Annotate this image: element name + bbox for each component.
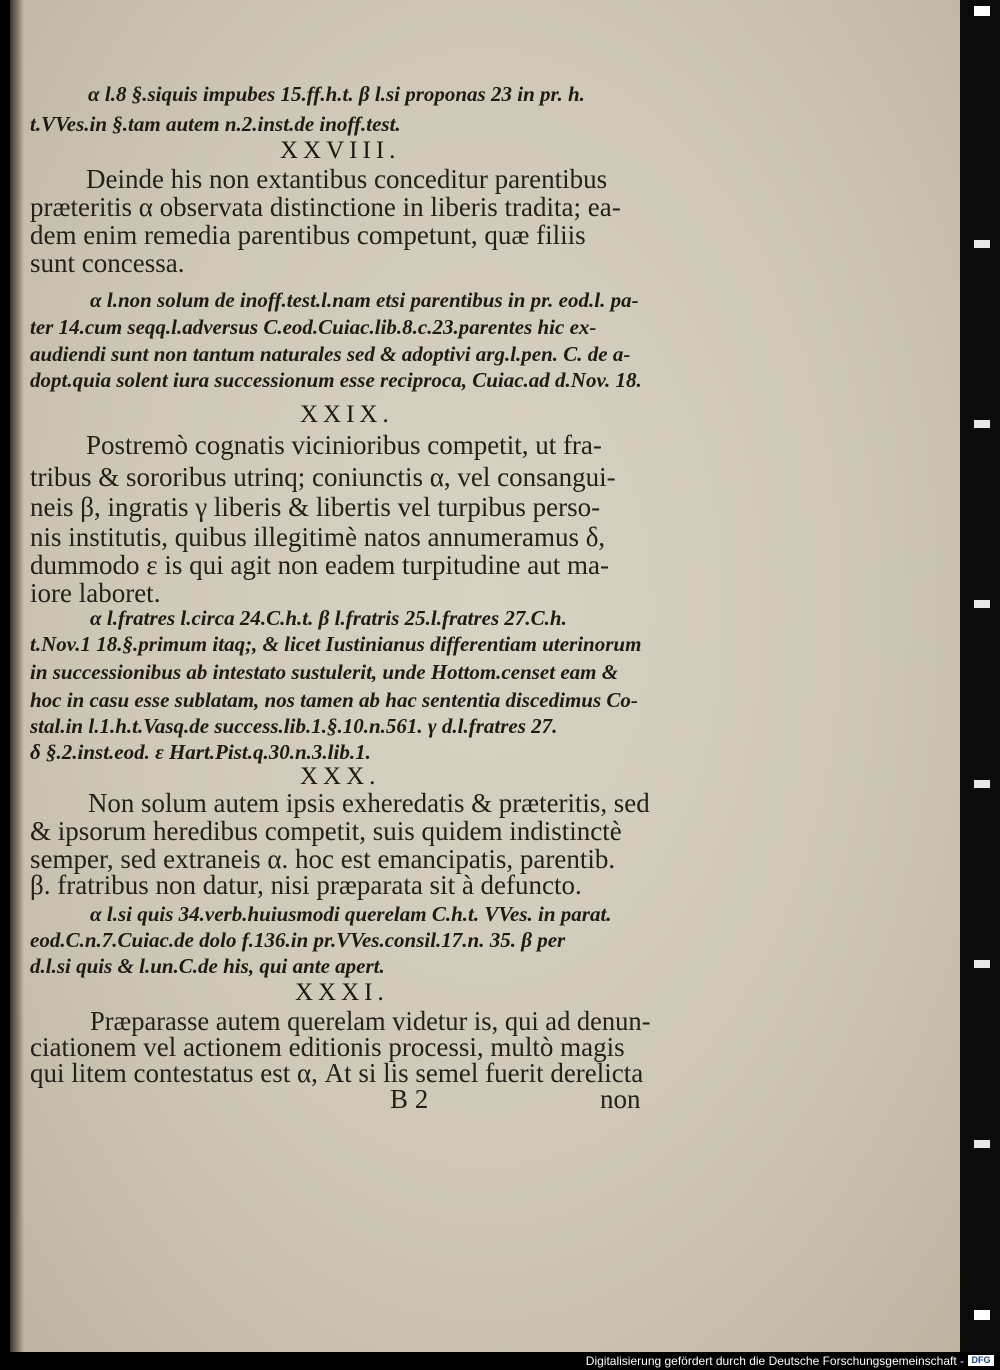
section-heading: XXXI. bbox=[295, 979, 389, 1006]
dfg-logo: DFG bbox=[968, 1355, 994, 1366]
catchword: non bbox=[600, 1084, 641, 1114]
footnote-line: hoc in casu esse sublatam, nos tamen ab hac sententia discedimus Co- bbox=[30, 688, 638, 712]
text-line: neis β, ingratis γ liberis & libertis vel turpibus perso- bbox=[30, 492, 601, 522]
text-line: præteritis α observata distinctione in liberis tradita; ea- bbox=[30, 192, 621, 222]
footnote-line: d.l.si quis & l.un.C.de his, qui ante apert. bbox=[30, 954, 385, 978]
section-heading: XXX. bbox=[300, 763, 381, 790]
footnote-line: δ §.2.inst.eod. ε Hart.Pist.q.30.n.3.lib.1. bbox=[30, 740, 371, 764]
text-line: & ipsorum heredibus competit, suis quidem indistinctè bbox=[30, 816, 622, 846]
text-line: iore laboret. bbox=[30, 578, 161, 608]
text-line: dem enim remedia parentibus competunt, quæ filiis bbox=[30, 220, 586, 250]
text-line: sunt concessa. bbox=[30, 248, 185, 278]
calibration-patch bbox=[974, 960, 990, 968]
text-line: tribus & sororibus utrinq; coniunctis α, vel consangui- bbox=[30, 462, 616, 492]
text-line: Non solum autem ipsis exheredatis & præteritis, sed bbox=[88, 788, 650, 818]
calibration-patch bbox=[974, 6, 990, 16]
text-line: β. fratribus non datur, nisi præparata sit à defuncto. bbox=[30, 870, 582, 900]
footnote-line: in successionibus ab intestato sustulerit, unde Hottom.censet eam & bbox=[30, 660, 619, 684]
text-line: Postremò cognatis vicinioribus competit, ut fra- bbox=[86, 430, 602, 460]
calibration-patch bbox=[974, 780, 990, 788]
footnote-line: α l.8 §.siquis impubes 15.ff.h.t. β l.si proponas 23 in pr. h. bbox=[88, 82, 585, 106]
scan-edge-strip bbox=[960, 0, 1000, 1352]
text-line: Præparasse autem querelam videtur is, qui ad denun- bbox=[90, 1006, 651, 1036]
text-line: dummodo ε is qui agit non eadem turpitudine aut ma- bbox=[30, 550, 609, 580]
calibration-patch bbox=[974, 420, 990, 428]
calibration-patch bbox=[974, 1310, 990, 1320]
text-line: Deinde his non extantibus conceditur parentibus bbox=[86, 164, 608, 194]
footnote-line: α l.non solum de inoff.test.l.nam etsi parentibus in pr. eod.l. pa- bbox=[90, 288, 639, 312]
section-heading: XXVIII. bbox=[280, 137, 401, 164]
footnote-line: eod.C.n.7.Cuiac.de dolo f.136.in pr.VVes.consil.17.n. 35. β per bbox=[30, 928, 566, 952]
text-line: semper, sed extraneis α. hoc est emancipatis, parentib. bbox=[30, 844, 616, 874]
section-heading: XXIX. bbox=[300, 401, 394, 428]
signature-mark: B 2 bbox=[390, 1084, 429, 1114]
text-line: ciationem vel actionem editionis processi, multò magis bbox=[30, 1032, 625, 1062]
calibration-patch bbox=[974, 600, 990, 608]
text-line: nis institutis, quibus illegitimè natos annumeramus δ, bbox=[30, 522, 606, 552]
footnote-line: α l.fratres l.circa 24.C.h.t. β l.fratris 25.l.fratres 27.C.h. bbox=[90, 606, 567, 630]
footnote-line: t.VVes.in §.tam autem n.2.inst.de inoff.test. bbox=[30, 112, 401, 136]
scanned-page bbox=[10, 0, 960, 1352]
footnote-line: α l.si quis 34.verb.huiusmodi querelam C.h.t. VVes. in parat. bbox=[90, 902, 612, 926]
text-line: qui litem contestatus est α, At si lis semel fuerit derelicta bbox=[30, 1058, 644, 1088]
footnote-line: audiendi sunt non tantum naturales sed & adoptivi arg.l.pen. C. de a- bbox=[30, 342, 631, 366]
footnote-line: t.Nov.1 18.§.primum itaq;, & licet Iustinianus differentiam uterinorum bbox=[30, 632, 642, 656]
calibration-patch bbox=[974, 240, 990, 248]
footnote-line: stal.in l.1.h.t.Vasq.de success.lib.1.§.10.n.561. γ d.l.fratres 27. bbox=[30, 714, 558, 738]
calibration-patch bbox=[974, 1140, 990, 1148]
footnote-line: dopt.quia solent iura successionum esse reciproca, Cuiac.ad d.Nov. 18. bbox=[30, 368, 642, 392]
footnote-line: ter 14.cum seqq.l.adversus C.eod.Cuiac.lib.8.c.23.parentes hic ex- bbox=[30, 315, 597, 339]
funding-credit: Digitalisierung gefördert durch die Deutsche Forschungsgemeinschaft - bbox=[585, 1354, 964, 1368]
